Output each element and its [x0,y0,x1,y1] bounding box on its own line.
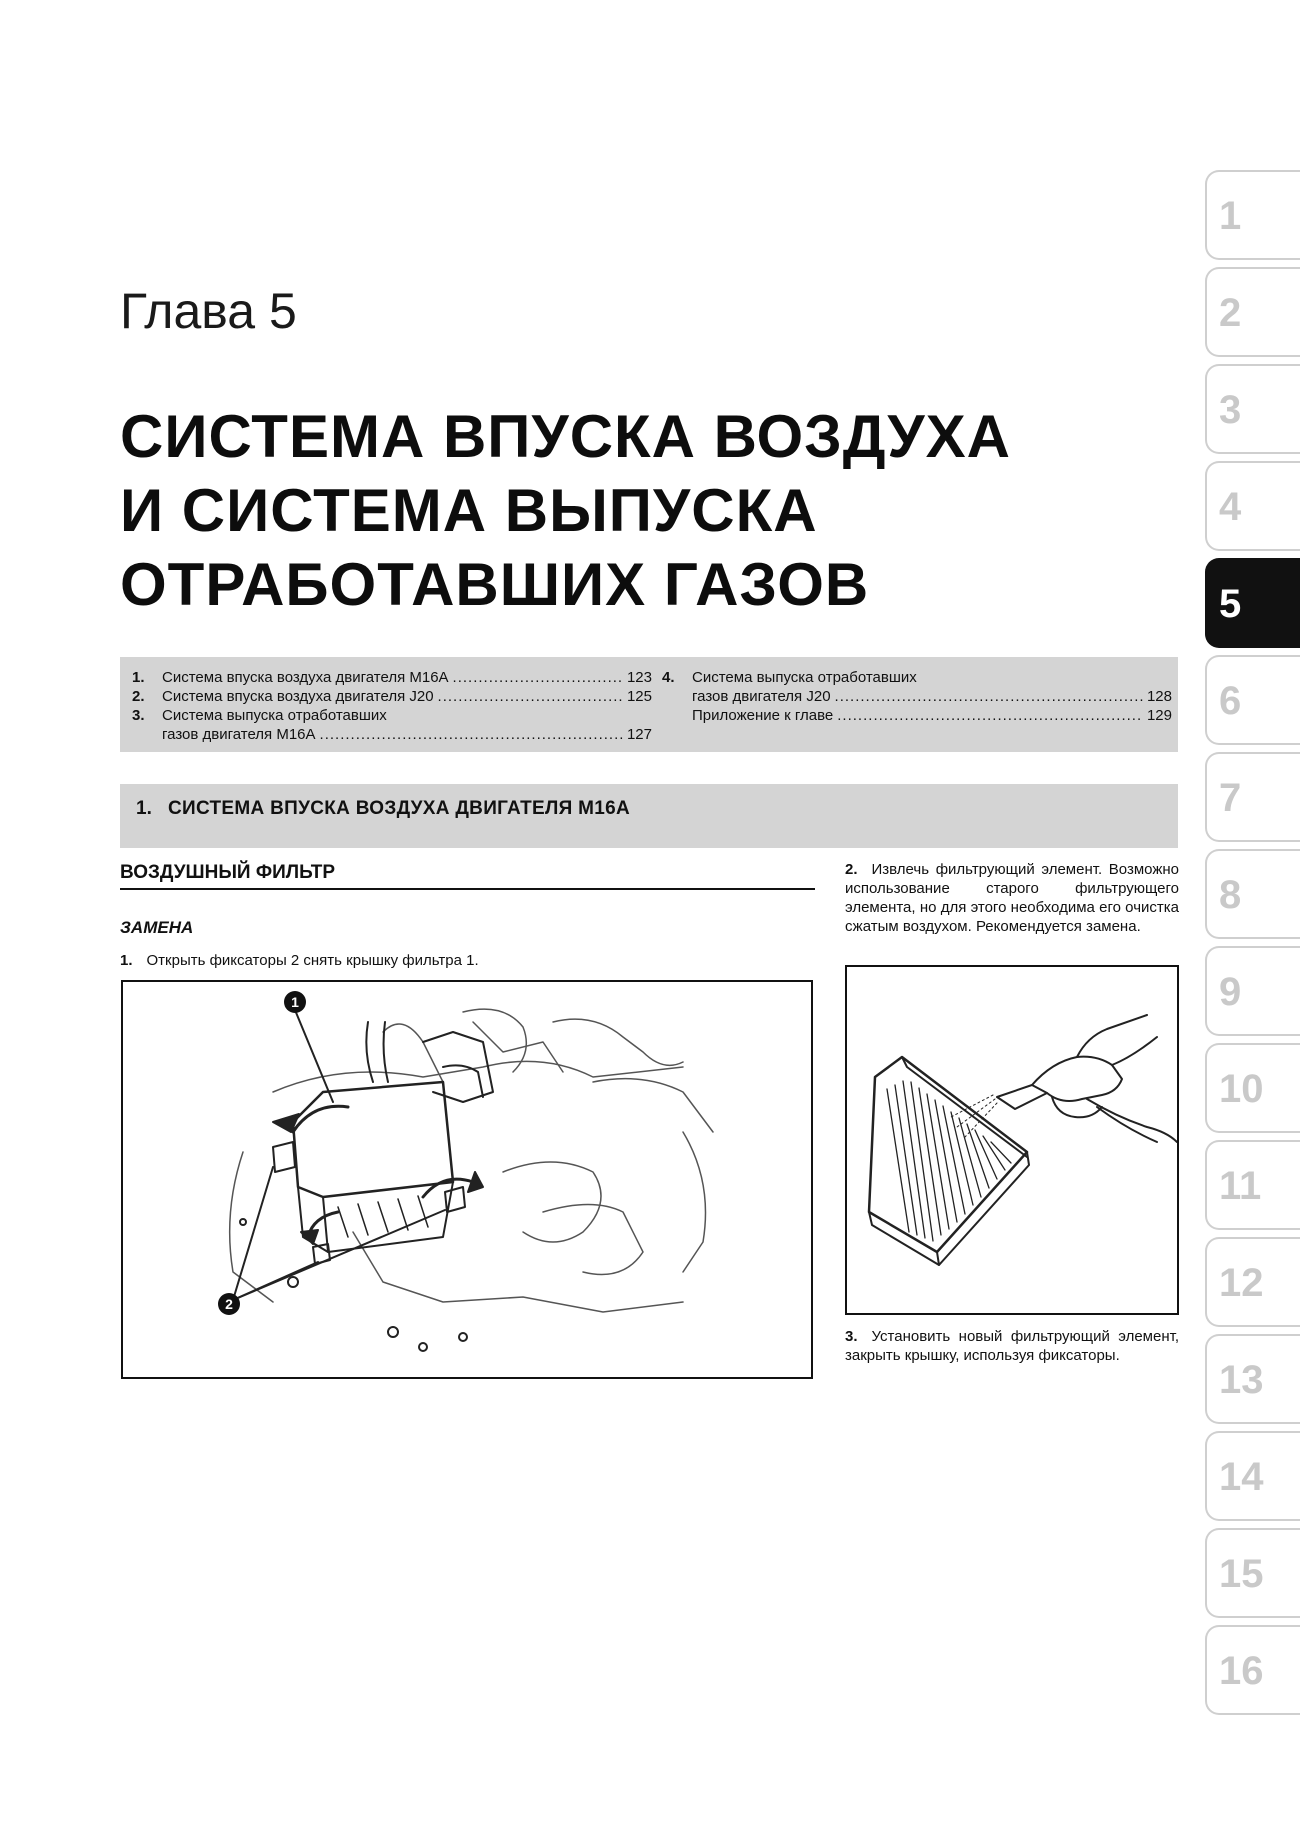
chapter-tab-label: 10 [1219,1067,1264,1111]
contents-item-number: 1. [132,669,145,686]
contents-item-text: Приложение к главе [692,707,834,724]
chapter-tab-label: 14 [1219,1455,1264,1499]
step-text: Извлечь фильтрующий элемент. Возможно использование старого фильтрующего элемента, но для этого необходима его очистка сжатым воздухом. Рекомендуется замена. [845,861,1179,935]
chapter-title-line: ОТРАБОТАВШИХ ГАЗОВ [120,551,870,618]
procedure-step-2 [845,860,1179,936]
contents-item-text: Система впуска воздуха двигателя M16A [162,669,449,686]
callout-1-label: 1 [291,994,299,1010]
chapter-tab[interactable] [1205,170,1300,260]
contents-item-page: 129 [1146,707,1172,724]
chapter-tab-label: 15 [1219,1552,1264,1596]
chapter-tab-label: 11 [1219,1164,1262,1208]
subsection-heading [120,862,815,890]
section-header [120,784,1178,848]
chapter-tab-label: 4 [1219,485,1242,529]
contents-column-left [132,668,652,744]
chapter-tab[interactable] [1205,364,1300,454]
section-number: 1. [136,798,152,819]
contents-item[interactable] [132,668,652,687]
chapter-tab-label: 6 [1219,679,1242,723]
step-number: 2. [845,861,858,878]
contents-leader [438,687,623,706]
chapter-tab[interactable] [1205,655,1300,745]
step-text: Открыть фиксаторы 2 снять крышку фильтра 1. [146,952,479,969]
filter-element-cleaning-illustration [847,967,1177,1313]
section-title: СИСТЕМА ВПУСКА ВОЗДУХА ДВИГАТЕЛЯ M16A [168,798,631,819]
callout-1 [284,991,306,1013]
chapter-tab[interactable] [1205,267,1300,357]
callout-2-label: 2 [225,1296,233,1312]
step-number: 3. [845,1328,858,1345]
chapter-title-line: И СИСТЕМА ВЫПУСКА [120,477,818,544]
contents-item-number: 3. [132,707,145,724]
contents-item-number: 2. [132,688,145,705]
chapter-tab-label: 1 [1219,194,1242,238]
chapter-tab-label: 5 [1219,582,1242,626]
chapter-tab[interactable] [1205,1334,1300,1424]
chapter-tab-label: 9 [1219,970,1242,1014]
chapter-tab-label: 3 [1219,388,1242,432]
procedure-step-3 [845,1327,1179,1365]
chapter-tab-label: 2 [1219,291,1242,335]
contents-item-continued[interactable] [662,687,1172,706]
figure-air-filter-housing [121,980,813,1379]
contents-item[interactable] [662,668,1172,687]
chapter-title [120,400,1120,622]
chapter-tab[interactable] [1205,1140,1300,1230]
contents-leader [835,687,1143,706]
contents-item[interactable] [132,706,652,725]
contents-column-right [662,668,1172,725]
chapter-tab[interactable] [1205,1431,1300,1521]
chapter-tab[interactable] [1205,1237,1300,1327]
contents-item-text: Система выпуска отработавших [162,707,387,724]
contents-leader [453,668,623,687]
contents-item-text: Система выпуска отработавших [692,669,917,686]
chapter-tab[interactable] [1205,1043,1300,1133]
contents-item[interactable] [662,706,1172,725]
step-number: 1. [120,952,133,969]
chapter-tab-label: 7 [1219,776,1242,820]
chapter-tab[interactable] [1205,752,1300,842]
chapter-label: Глава 5 [120,283,297,339]
contents-item-page: 123 [626,669,652,686]
air-filter-housing-illustration [123,982,811,1377]
contents-item-number: 4. [662,669,675,686]
contents-item-continued[interactable] [132,725,652,744]
chapter-tab[interactable] [1205,946,1300,1036]
chapter-tab-label: 8 [1219,873,1242,917]
chapter-tab[interactable] [1205,1528,1300,1618]
contents-item-page: 128 [1146,688,1172,705]
callout-2 [218,1293,240,1315]
chapter-tab-label: 12 [1219,1261,1264,1305]
chapter-tab-label: 16 [1219,1649,1264,1693]
chapter-tab[interactable] [1205,849,1300,939]
step-text: Установить новый фильтрующий элемент, закрыть крышку, используя фиксаторы. [845,1328,1179,1364]
contents-leader [837,706,1143,725]
contents-item-text: газов двигателя J20 [692,688,831,705]
contents-item[interactable] [132,687,652,706]
contents-item-text: Система впуска воздуха двигателя J20 [162,688,434,705]
procedure-heading: ЗАМЕНА [120,918,194,937]
contents-leader [320,725,623,744]
contents-item-page: 125 [626,688,652,705]
contents-item-text: газов двигателя M16A [162,726,316,743]
contents-item-page: 127 [626,726,652,743]
figure-filter-cleaning [845,965,1179,1315]
chapter-tab[interactable] [1205,461,1300,551]
chapter-title-line: СИСТЕМА ВПУСКА ВОЗДУХА [120,403,1011,470]
subsection-title: ВОЗДУШНЫЙ ФИЛЬТР [120,862,336,883]
chapter-tab[interactable] [1205,1625,1300,1715]
chapter-contents [120,657,1178,752]
chapter-tab-active[interactable] [1205,558,1300,648]
chapter-tab-label: 13 [1219,1358,1264,1402]
procedure-step-1 [120,952,479,969]
